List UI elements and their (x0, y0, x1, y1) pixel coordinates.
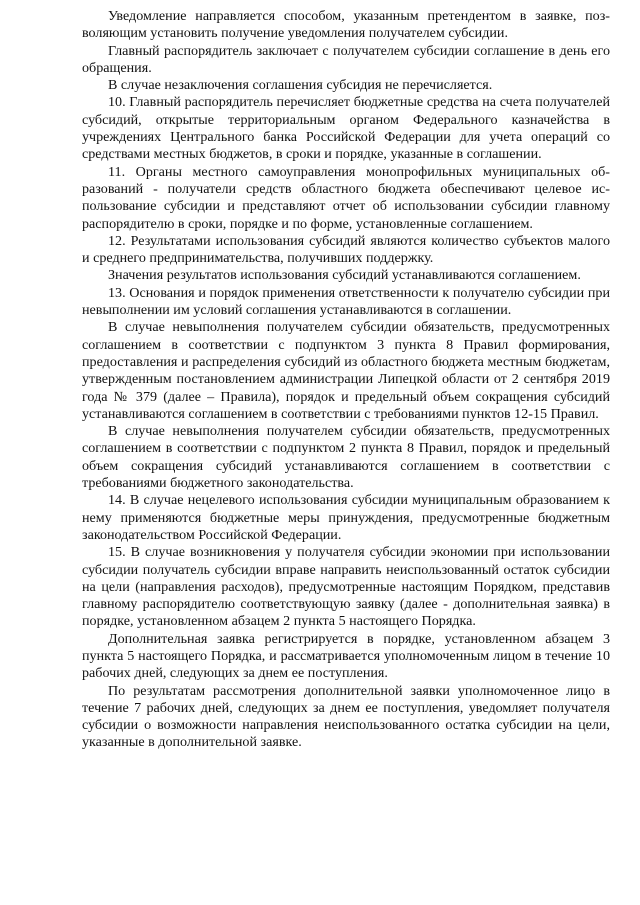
paragraph-item-13: 13. Основания и порядок применения ответственности к получателю субсидии при невыполнении им условий соглашения устанавливаются в соглашении. (82, 284, 610, 319)
paragraph-result-values: Значения результатов использования субсидий устанавливаются соглашением. (108, 267, 581, 284)
paragraph-item-14: 14. В случае нецелевого использования субсидии муниципальным образованием к нему применяются бюджетные меры принуждения, предусмотренные бюджетным законодательством Российской Федерации. (82, 492, 610, 543)
paragraph-non-conclusion: В случае незаключения соглашения субсидия не перечисляется. (108, 77, 493, 94)
paragraph-non-fulfillment-rules: В случае невыполнения получателем субсидии обязательств, предусмотренных соглашением в соответствии с подпунктом 3 пункта 8 Правил формирования, предоставления и распределения субсидий из областного бюджета местным бюджетам, утвержденным постановлением администрации Липецкой области от 2 сентября 2019 года № 379 (далее – Правила), порядок и предельный объем сокращения субсидий устанавливаются соглашением в соответствии с требованиями пунктов 12-15 Правил. (82, 319, 610, 422)
document-page (82, 8, 610, 752)
paragraph-item-15: 15. В случае возникновения у получателя субсидии экономии при использовании субсидии получатель субсидии вправе направить неиспользованный остаток субсидии на цели (направления расходов), предусмотренные настоящим Порядком, представив главному распорядителю соответствующую заявку (далее - дополнительная заявка) в порядке, установленном абзацем 2 пункта 5 настоящего Порядка. (82, 544, 610, 630)
paragraph-item-12: 12. Результатами использования субсидий являются количество субъектов малого и среднего предпринимательства, получивших поддержку. (82, 232, 610, 267)
paragraph-item-10: 10. Главный распорядитель перечисляет бюджетные средства на счета получателей субсидий, открытые территориальным органом Федерального казначейства в учреждениях Центрального банка Российской Федерации для учета операций со средствами местных бюджетов, в сроки и порядке, указанные в соглашении. (82, 94, 610, 163)
paragraph-review-results: По результатам рассмотрения дополнительной заявки уполномоченное лицо в течение 7 рабочих дней, следующих за днем ее поступления, уведомляет получателя субсидии о возможности направления неиспользованного остатка субсидии на цели, указанные в дополнительной заявке. (82, 682, 610, 751)
paragraph-item-11: 11. Органы местного самоуправления монопрофильных муниципальных образований - получатели средств областного бюджета обеспечивают целевое использование субсидии и представляют отчет об использовании субсидии главному распорядителю в сроки, порядке и по форме, установленные соглашением. (82, 163, 610, 232)
paragraph-agreement-conclusion: Главный распорядитель заключает с получателем субсидии соглашение в день его обращения. (82, 42, 610, 76)
paragraph-notification-method: Уведомление направляется способом, указанным претендентом в заявке, позволяющим установить получение уведомления получателем субсидии. (82, 8, 610, 42)
paragraph-additional-request: Дополнительная заявка регистрируется в порядке, установленном абзацем 3 пункта 5 настоящего Порядка, и рассматривается уполномоченным лицом в течение 10 рабочих дней, следующих за днем ее поступления. (82, 630, 610, 682)
paragraph-non-fulfillment-budget: В случае невыполнения получателем субсидии обязательств, предусмотренных соглашением в соответствии с подпунктом 2 пункта 8 Правил, порядок и предельный объем сокращения субсидий устанавливаются соглашением в соответствии с требованиями бюджетного законодательства. (82, 423, 610, 492)
